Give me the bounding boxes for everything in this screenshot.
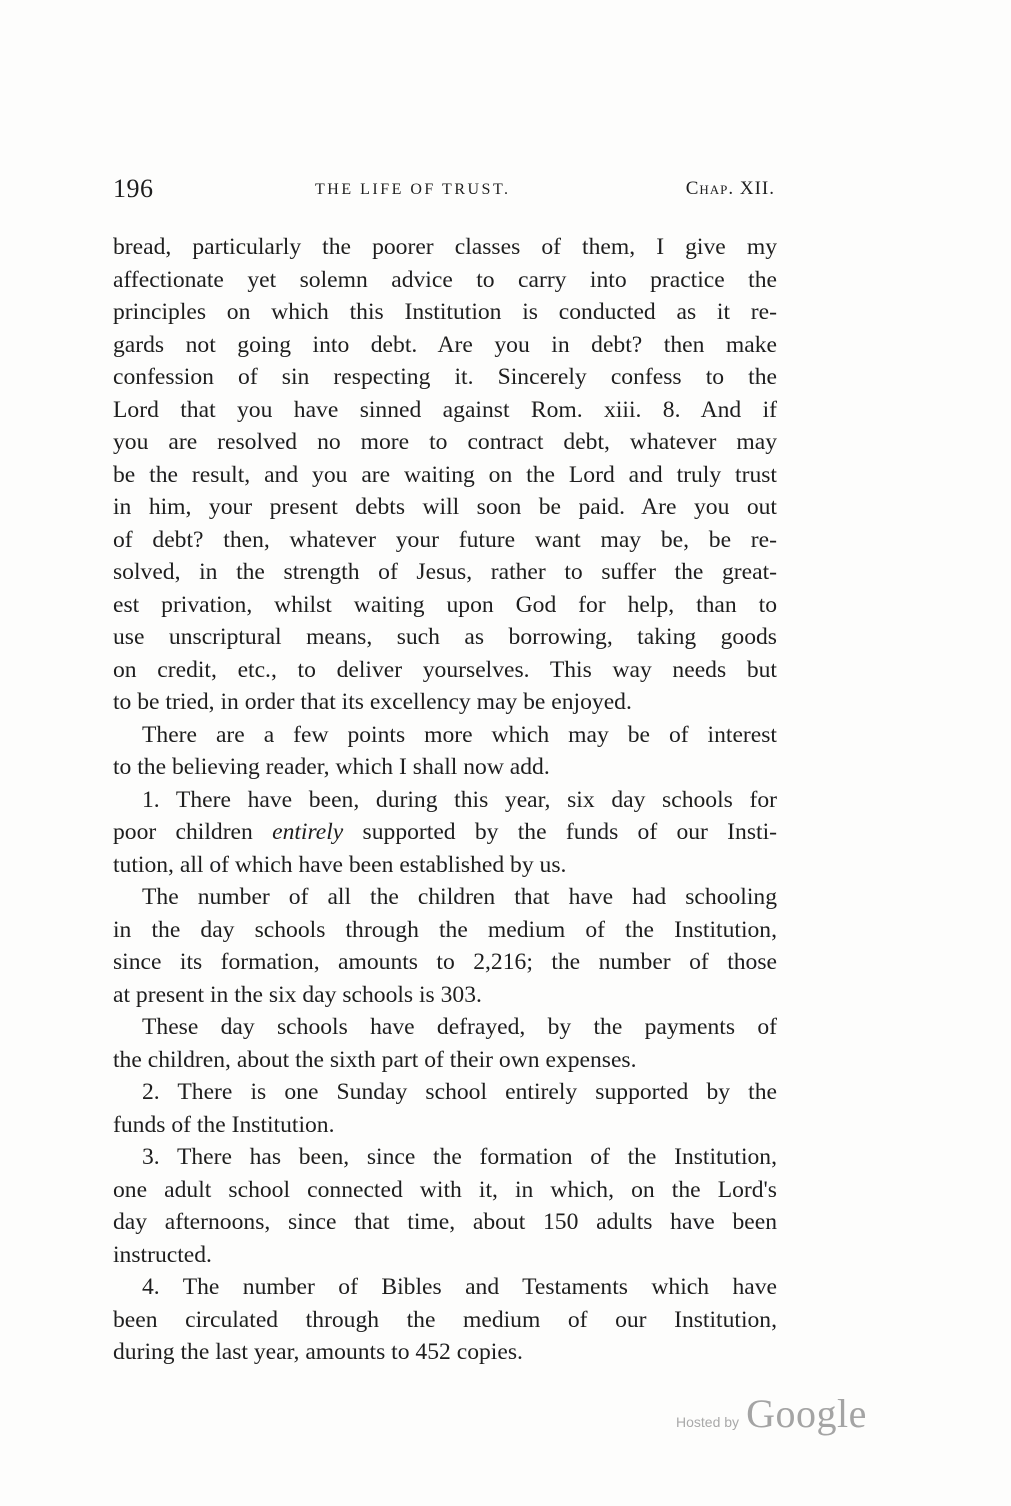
text-line: confession of sin respecting it. Sincerely confess to the <box>113 364 777 390</box>
watermark-prefix: Hosted by <box>676 1414 740 1430</box>
text-line: principles on which this Institution is conducted as it re- <box>113 299 777 325</box>
hosted-by-google-watermark <box>676 1390 867 1440</box>
text-line: you are resolved no more to contract debt, whatever may <box>113 429 777 455</box>
text-line: tution, all of which have been established by us. <box>113 851 567 878</box>
emphasis-entirely: entirely <box>272 819 344 845</box>
text-line: been circulated through the medium of our Institution, <box>113 1306 777 1333</box>
text-line: one adult school connected with it, in which, on the Lord's <box>113 1176 777 1203</box>
chapter-reference: Chap. XII. <box>685 178 775 199</box>
text-line: in the day schools through the medium of the Institution, <box>113 916 777 943</box>
paragraph-first-line: These day schools have defrayed, by the payments of <box>142 1014 777 1040</box>
text-span: supported by the funds of our Insti- <box>343 819 777 845</box>
paragraph-first-line: 2. There is one Sunday school entirely supported by the <box>142 1079 777 1105</box>
text-line: bread, particularly the poorer classes of them, I give my <box>113 234 777 260</box>
text-line: at present in the six day schools is 303. <box>113 981 482 1008</box>
text-line: gards not going into debt. Are you in debt? then make <box>113 331 777 358</box>
page-number: 196 <box>113 174 154 203</box>
text-line: during the last year, amounts to 452 copies. <box>113 1339 523 1365</box>
paragraph-first-line: 3. There has been, since the formation of the Institution, <box>142 1144 777 1170</box>
paragraph-first-line: 4. The number of Bibles and Testaments which have <box>142 1274 777 1300</box>
text-line: use unscriptural means, such as borrowing, taking goods <box>113 624 777 650</box>
text-line: est privation, whilst waiting upon God for help, than to <box>113 591 777 618</box>
text-line: solved, in the strength of Jesus, rather to suffer the great- <box>113 559 777 585</box>
text-line: instructed. <box>113 1241 212 1268</box>
text-line: in him, your present debts will soon be paid. Are you out <box>113 494 777 520</box>
running-title: THE LIFE OF TRUST. <box>315 181 511 198</box>
text-line: Lord that you have sinned against Rom. xiii. 8. And if <box>113 396 777 423</box>
text-line-with-emphasis <box>113 816 777 849</box>
paragraph-first-line: There are a few points more which may be of interest <box>142 721 777 748</box>
text-line: be the result, and you are waiting on the Lord and truly trust <box>113 461 777 488</box>
text-line: on credit, etc., to deliver yourselves. This way needs but <box>113 656 777 683</box>
google-logo: Google <box>746 1391 867 1436</box>
text-span: poor children <box>113 819 273 845</box>
text-line: since its formation, amounts to 2,216; the number of those <box>113 949 777 975</box>
running-head <box>113 174 775 208</box>
body-text <box>113 231 777 1369</box>
text-line: to the believing reader, which I shall now add. <box>113 754 550 780</box>
text-line: day afternoons, since that time, about 150 adults have been <box>113 1209 777 1235</box>
text-line: the children, about the sixth part of their own expenses. <box>113 1046 637 1073</box>
text-line: funds of the Institution. <box>113 1111 335 1138</box>
text-line: to be tried, in order that its excellency may be enjoyed. <box>113 689 632 715</box>
paragraph-first-line: 1. There have been, during this year, six day schools for <box>142 786 777 813</box>
paragraph-first-line: The number of all the children that have had schooling <box>142 884 777 910</box>
text-line: affectionate yet solemn advice to carry into practice the <box>113 266 777 293</box>
text-line: of debt? then, whatever your future want may be, be re- <box>113 526 777 553</box>
